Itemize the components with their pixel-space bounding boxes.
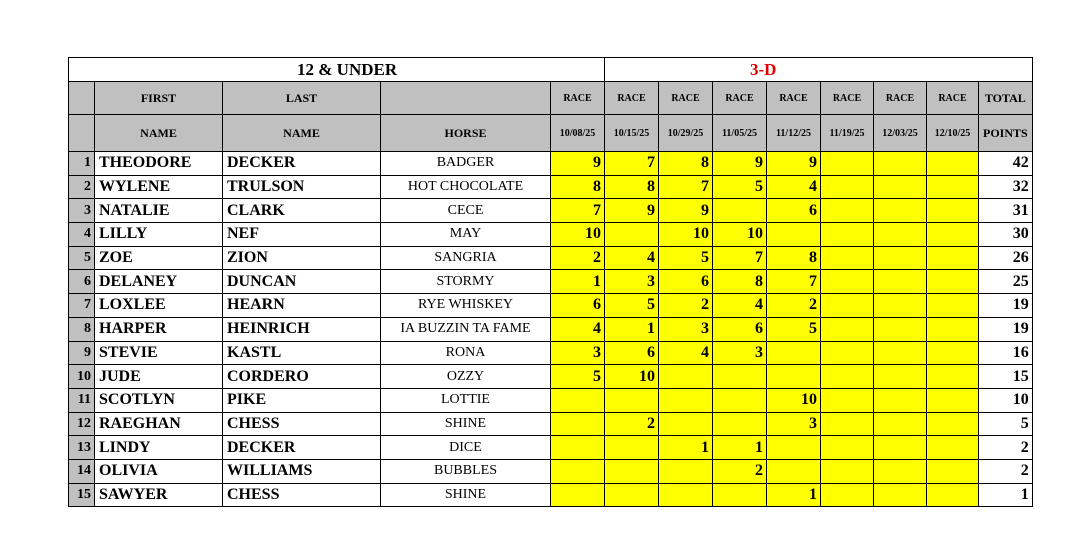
race-points-cell: 9 [713,152,767,176]
race-points-cell: 9 [767,152,821,176]
total-points-cell: 25 [979,270,1033,294]
rank-header-bottom [69,115,95,152]
race-date-1: 10/08/25 [551,115,605,152]
race-points-cell [659,412,713,436]
first-name-cell: STEVIE [95,341,223,365]
rank-cell: 8 [69,317,95,341]
race-points-cell [874,175,927,199]
race-points-cell: 5 [551,365,605,389]
last-name-cell: NEF [223,223,381,247]
race-points-cell [874,270,927,294]
first-name-cell: RAEGHAN [95,412,223,436]
first-name-cell: SAWYER [95,483,223,507]
race-points-cell [821,459,874,483]
race-points-cell: 1 [767,483,821,507]
race-points-cell [874,412,927,436]
race-points-cell [821,341,874,365]
race-points-cell [927,365,979,389]
race-points-cell [821,436,874,460]
race-points-cell: 9 [659,199,713,223]
race-date-2: 10/15/25 [605,115,659,152]
race-date-4: 11/05/25 [713,115,767,152]
race-header-6: RACE [821,82,874,115]
race-points-cell: 7 [605,152,659,176]
race-points-cell [874,223,927,247]
race-points-cell [713,412,767,436]
race-points-cell [767,436,821,460]
last-name-header-top: LAST [223,82,381,115]
race-points-cell [874,341,927,365]
race-date-8: 12/10/25 [927,115,979,152]
race-points-cell [659,365,713,389]
race-header-2: RACE [605,82,659,115]
rank-cell: 15 [69,483,95,507]
total-points-cell: 31 [979,199,1033,223]
last-name-cell: TRULSON [223,175,381,199]
first-name-cell: OLIVIA [95,459,223,483]
race-points-cell [605,436,659,460]
race-points-cell: 1 [713,436,767,460]
title-row [69,58,1033,82]
horse-cell: HOT CHOCOLATE [381,175,551,199]
rank-cell: 5 [69,246,95,270]
race-points-cell [927,483,979,507]
last-name-header-bottom: NAME [223,115,381,152]
standings-table [68,57,1033,507]
race-points-cell [874,199,927,223]
rank-cell: 3 [69,199,95,223]
rank-cell: 4 [69,223,95,247]
race-points-cell: 7 [713,246,767,270]
total-points-cell: 19 [979,294,1033,318]
race-points-cell [927,270,979,294]
race-header-1: RACE [551,82,605,115]
first-name-cell: LINDY [95,436,223,460]
race-points-cell: 1 [605,317,659,341]
last-name-cell: DECKER [223,436,381,460]
race-points-cell: 5 [713,175,767,199]
race-points-cell [874,294,927,318]
race-points-cell [713,388,767,412]
race-points-cell [767,365,821,389]
rank-cell: 11 [69,388,95,412]
rank-cell: 7 [69,294,95,318]
horse-cell: SANGRIA [381,246,551,270]
race-points-cell: 8 [767,246,821,270]
race-points-cell [874,246,927,270]
total-header-bottom: POINTS [979,115,1033,152]
horse-cell: CECE [381,199,551,223]
race-points-cell [927,317,979,341]
header-row-bottom [69,115,1033,152]
race-points-cell: 4 [659,341,713,365]
race-points-cell: 2 [605,412,659,436]
last-name-cell: CHESS [223,483,381,507]
table-row [69,270,1033,294]
horse-cell: IA BUZZIN TA FAME [381,317,551,341]
table-row [69,483,1033,507]
race-points-cell: 10 [659,223,713,247]
table-row [69,365,1033,389]
race-points-cell: 3 [605,270,659,294]
last-name-cell: KASTL [223,341,381,365]
first-name-cell: DELANEY [95,270,223,294]
race-points-cell [874,317,927,341]
race-points-cell [551,459,605,483]
division-title: 12 & UNDER [69,58,605,82]
race-points-cell: 3 [713,341,767,365]
horse-header: HORSE [381,115,551,152]
race-points-cell: 8 [551,175,605,199]
race-points-cell [605,459,659,483]
total-points-cell: 2 [979,436,1033,460]
race-points-cell [927,152,979,176]
race-points-cell [927,436,979,460]
horse-cell: BADGER [381,152,551,176]
total-points-cell: 15 [979,365,1033,389]
race-points-cell: 4 [551,317,605,341]
race-points-cell: 6 [605,341,659,365]
rank-cell: 12 [69,412,95,436]
race-points-cell [821,175,874,199]
race-points-cell [927,388,979,412]
first-name-header-bottom: NAME [95,115,223,152]
table-row [69,317,1033,341]
race-date-3: 10/29/25 [659,115,713,152]
horse-cell: LOTTIE [381,388,551,412]
race-points-cell [821,412,874,436]
first-name-cell: WYLENE [95,175,223,199]
table-row [69,436,1033,460]
race-points-cell: 1 [551,270,605,294]
table-row [69,294,1033,318]
race-points-cell: 7 [659,175,713,199]
race-points-cell [605,388,659,412]
race-points-cell [874,152,927,176]
race-points-cell: 4 [767,175,821,199]
total-points-cell: 1 [979,483,1033,507]
race-points-cell: 10 [605,365,659,389]
race-points-cell: 2 [551,246,605,270]
last-name-cell: CLARK [223,199,381,223]
race-points-cell: 10 [767,388,821,412]
race-points-cell [927,223,979,247]
last-name-cell: HEINRICH [223,317,381,341]
race-points-cell [551,388,605,412]
last-name-cell: WILLIAMS [223,459,381,483]
table-row [69,412,1033,436]
last-name-cell: DUNCAN [223,270,381,294]
rank-cell: 10 [69,365,95,389]
race-points-cell [821,152,874,176]
race-points-cell: 10 [551,223,605,247]
race-points-cell: 1 [659,436,713,460]
race-points-cell: 4 [605,246,659,270]
horse-cell: RONA [381,341,551,365]
race-header-4: RACE [713,82,767,115]
race-points-cell [874,436,927,460]
race-points-cell [874,388,927,412]
total-points-cell: 10 [979,388,1033,412]
race-points-cell: 9 [605,199,659,223]
race-points-cell [767,223,821,247]
first-name-cell: LILLY [95,223,223,247]
race-points-cell: 6 [713,317,767,341]
race-date-5: 11/12/25 [767,115,821,152]
race-points-cell [821,317,874,341]
race-points-cell: 8 [713,270,767,294]
race-points-cell [821,246,874,270]
race-header-7: RACE [874,82,927,115]
rank-cell: 14 [69,459,95,483]
race-points-cell [767,341,821,365]
race-date-6: 11/19/25 [821,115,874,152]
race-points-cell [551,412,605,436]
horse-cell: SHINE [381,483,551,507]
first-name-cell: LOXLEE [95,294,223,318]
race-points-cell: 2 [713,459,767,483]
race-points-cell [927,294,979,318]
race-points-cell: 2 [659,294,713,318]
race-points-cell: 5 [605,294,659,318]
race-points-cell: 3 [767,412,821,436]
rank-cell: 1 [69,152,95,176]
rank-cell: 2 [69,175,95,199]
race-points-cell [605,483,659,507]
race-points-cell: 5 [659,246,713,270]
last-name-cell: DECKER [223,152,381,176]
rank-cell: 9 [69,341,95,365]
race-points-cell [659,388,713,412]
race-points-cell [821,223,874,247]
last-name-cell: ZION [223,246,381,270]
race-points-cell [713,483,767,507]
race-points-cell [927,459,979,483]
rank-cell: 13 [69,436,95,460]
table-row [69,459,1033,483]
event-title: 3-D [605,58,1033,82]
race-points-cell: 8 [659,152,713,176]
table-row [69,223,1033,247]
horse-cell: MAY [381,223,551,247]
total-points-cell: 30 [979,223,1033,247]
race-points-cell: 6 [659,270,713,294]
race-points-cell [874,365,927,389]
race-points-cell [767,459,821,483]
table-row [69,175,1033,199]
race-points-cell [874,483,927,507]
race-points-cell [821,388,874,412]
race-points-cell [551,436,605,460]
header-row-top [69,82,1033,115]
race-points-cell [713,199,767,223]
race-points-cell: 4 [713,294,767,318]
race-points-cell [713,365,767,389]
race-date-7: 12/03/25 [874,115,927,152]
total-points-cell: 32 [979,175,1033,199]
race-points-cell: 7 [551,199,605,223]
race-points-cell [927,412,979,436]
last-name-cell: CHESS [223,412,381,436]
race-points-cell [927,246,979,270]
race-points-cell [821,199,874,223]
table-row [69,388,1033,412]
last-name-cell: CORDERO [223,365,381,389]
horse-header-top [381,82,551,115]
race-points-cell [821,270,874,294]
horse-cell: SHINE [381,412,551,436]
race-points-cell: 8 [605,175,659,199]
horse-cell: RYE WHISKEY [381,294,551,318]
total-points-cell: 16 [979,341,1033,365]
race-header-8: RACE [927,82,979,115]
first-name-cell: THEODORE [95,152,223,176]
race-header-3: RACE [659,82,713,115]
first-name-cell: SCOTLYN [95,388,223,412]
table-row [69,199,1033,223]
race-points-cell: 6 [767,199,821,223]
last-name-cell: PIKE [223,388,381,412]
first-name-cell: JUDE [95,365,223,389]
race-points-cell: 6 [551,294,605,318]
race-points-cell: 2 [767,294,821,318]
race-points-cell: 10 [713,223,767,247]
first-name-cell: NATALIE [95,199,223,223]
rank-header [69,82,95,115]
total-points-cell: 42 [979,152,1033,176]
horse-cell: DICE [381,436,551,460]
total-points-cell: 19 [979,317,1033,341]
race-points-cell: 7 [767,270,821,294]
total-points-cell: 26 [979,246,1033,270]
last-name-cell: HEARN [223,294,381,318]
horse-cell: BUBBLES [381,459,551,483]
first-name-cell: HARPER [95,317,223,341]
race-points-cell: 3 [551,341,605,365]
rank-cell: 6 [69,270,95,294]
total-points-cell: 5 [979,412,1033,436]
race-points-cell [605,223,659,247]
table-row [69,246,1033,270]
table-row [69,152,1033,176]
race-points-cell [927,199,979,223]
horse-cell: STORMY [381,270,551,294]
race-points-cell: 3 [659,317,713,341]
race-points-cell [874,459,927,483]
race-points-cell [821,294,874,318]
race-points-cell [659,483,713,507]
race-points-cell [821,483,874,507]
race-points-cell: 5 [767,317,821,341]
race-points-cell: 9 [551,152,605,176]
race-points-cell [659,459,713,483]
horse-cell: OZZY [381,365,551,389]
race-points-cell [551,483,605,507]
total-points-cell: 2 [979,459,1033,483]
first-name-cell: ZOE [95,246,223,270]
first-name-header-top: FIRST [95,82,223,115]
total-header-top: TOTAL [979,82,1033,115]
race-points-cell [927,175,979,199]
race-points-cell [927,341,979,365]
table-row [69,341,1033,365]
race-header-5: RACE [767,82,821,115]
race-points-cell [821,365,874,389]
